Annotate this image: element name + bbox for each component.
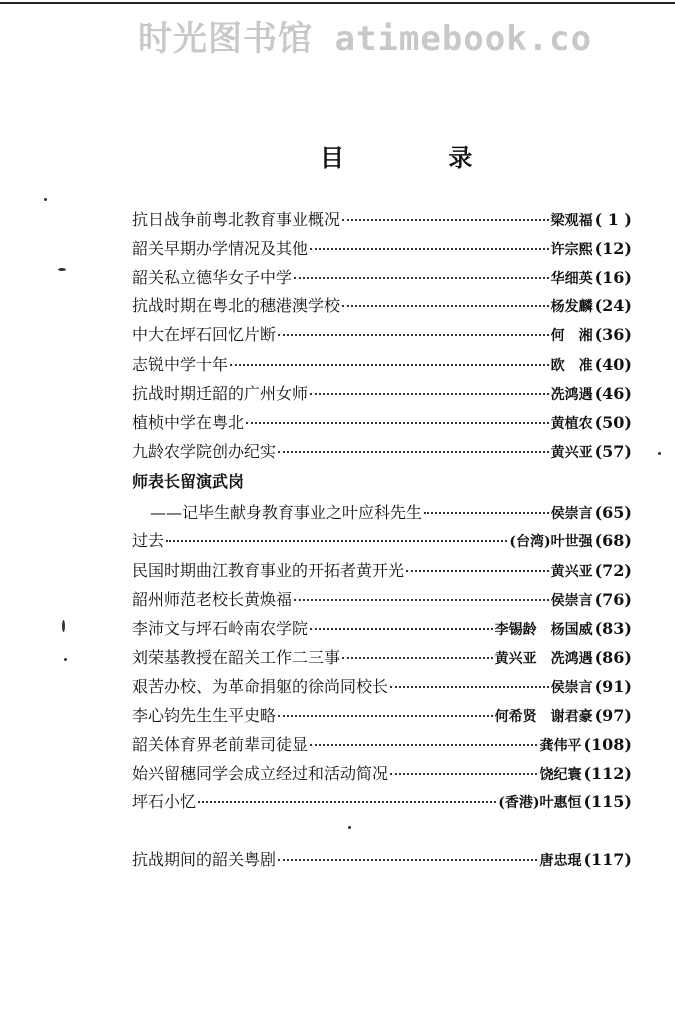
toc-entry bbox=[132, 673, 632, 701]
toc-entry-title: 抗战期间的韶关粤剧 bbox=[132, 850, 277, 869]
toc-entry-page: (83) bbox=[594, 619, 632, 638]
dot-leader bbox=[230, 364, 549, 366]
dot-leader bbox=[342, 219, 549, 221]
toc-entry bbox=[132, 586, 632, 614]
toc-entry-page: (12) bbox=[594, 239, 632, 258]
toc-entry-author: 黄兴亚 bbox=[550, 445, 593, 461]
dot-leader bbox=[278, 334, 549, 336]
toc-entry bbox=[132, 235, 632, 263]
dot-leader bbox=[342, 657, 493, 659]
toc-entry bbox=[132, 264, 632, 292]
dot-leader bbox=[278, 859, 537, 861]
toc-entry-author: (香港)叶惠恒 bbox=[498, 795, 582, 811]
toc-entry-page: (86) bbox=[594, 648, 632, 667]
toc-entry-title: 韶关体育界老前辈司徒显 bbox=[132, 735, 309, 754]
toc-entry-title: 抗日战争前粤北教育事业概况 bbox=[132, 210, 341, 229]
toc-entry-author: 李锡龄 杨国威 bbox=[494, 622, 593, 638]
toc-entry-page: (24) bbox=[594, 296, 632, 315]
toc-entry-author: 杨发麟 bbox=[550, 299, 593, 315]
dot-leader bbox=[278, 451, 549, 453]
toc-entry-page: (112) bbox=[583, 764, 632, 783]
toc-entry-title: ——记毕生献身教育事业之叶应科先生 bbox=[150, 503, 423, 522]
toc-entry-page: (97) bbox=[594, 706, 632, 725]
toc-entry-title: 坪石小忆 bbox=[132, 792, 197, 811]
toc-entry-author: 许宗熙 bbox=[550, 242, 593, 258]
toc-entry-title: 中大在坪石回忆片断 bbox=[132, 325, 277, 344]
toc-entry-author: 黄植农 bbox=[550, 416, 593, 432]
toc-entry-title: 始兴留穗同学会成立经过和活动简况 bbox=[132, 764, 389, 783]
toc-entry-page: (117) bbox=[583, 850, 632, 869]
toc-entry-page: (68) bbox=[594, 531, 632, 550]
toc-entry-author: 黄兴亚 bbox=[550, 564, 593, 580]
scan-speck bbox=[58, 268, 66, 271]
toc-entry bbox=[132, 468, 632, 496]
dot-leader bbox=[310, 628, 493, 630]
toc-entry-page: (76) bbox=[594, 590, 632, 609]
toc-entry bbox=[132, 321, 632, 349]
toc-entry-author: 何 湘 bbox=[550, 328, 593, 344]
toc-entry bbox=[132, 206, 632, 234]
toc-entry bbox=[132, 380, 632, 408]
toc-entry-title: 过去 bbox=[132, 531, 165, 550]
toc-entry-author: 欧 准 bbox=[550, 358, 593, 374]
toc-entry bbox=[132, 731, 632, 759]
dot-leader bbox=[198, 801, 496, 803]
dot-leader bbox=[294, 599, 549, 601]
toc-entry bbox=[132, 527, 632, 555]
toc-entry bbox=[132, 351, 632, 379]
toc-entry-page: (46) bbox=[594, 384, 632, 403]
dot-leader bbox=[390, 686, 549, 688]
dot-leader bbox=[424, 512, 549, 514]
toc-entry-title: 志锐中学十年 bbox=[132, 355, 229, 374]
toc-entry-title: 师表长留演武岗 bbox=[132, 472, 245, 491]
toc-entry bbox=[132, 615, 632, 643]
toc-entry-title: 韶关早期办学情况及其他 bbox=[132, 239, 309, 258]
toc-entry-title: 韶州师范老校长黄焕福 bbox=[132, 590, 293, 609]
dot-leader bbox=[278, 715, 493, 717]
dot-leader bbox=[310, 744, 537, 746]
toc-entry bbox=[132, 702, 632, 730]
toc-entry-page: (36) bbox=[594, 325, 632, 344]
toc-entry-title: 李心钧先生生平史略 bbox=[132, 706, 277, 725]
toc-entry-author: 龚伟平 bbox=[539, 738, 582, 754]
scan-speck bbox=[658, 452, 661, 455]
toc-entry bbox=[150, 499, 632, 527]
toc-entry-author: 黄兴亚 冼鸿遇 bbox=[494, 651, 593, 667]
scan-speck bbox=[348, 826, 351, 829]
toc-entry-author: (台湾)叶世强 bbox=[509, 534, 593, 550]
toc-entry-page: (40) bbox=[594, 355, 632, 374]
toc-entry-title: 艰苦办校、为革命捐躯的徐尚同校长 bbox=[132, 677, 389, 696]
toc-entry-author: 侯崇言 bbox=[550, 506, 593, 522]
toc-entry-author: 梁观福 bbox=[550, 213, 593, 229]
toc-entry-author: 侯崇言 bbox=[550, 593, 593, 609]
toc-entry-title: 民国时期曲江教育事业的开拓者黄开光 bbox=[132, 561, 405, 580]
toc-entry-author: 饶纪寰 bbox=[539, 767, 582, 783]
toc-entry-title: 抗战时期在粤北的穗港澳学校 bbox=[132, 296, 341, 315]
toc-title: 目 录 bbox=[320, 143, 521, 172]
toc-entry-author: 华细英 bbox=[550, 271, 593, 287]
toc-entry-title: 李沛文与坪石岭南农学院 bbox=[132, 619, 309, 638]
dot-leader bbox=[310, 393, 549, 395]
dot-leader bbox=[342, 305, 549, 307]
dot-leader bbox=[166, 540, 507, 542]
toc-entry-title: 植桢中学在粤北 bbox=[132, 413, 245, 432]
dot-leader bbox=[310, 248, 549, 250]
toc-entry bbox=[132, 438, 632, 466]
toc-entry bbox=[132, 846, 632, 874]
toc-entry bbox=[132, 644, 632, 672]
toc-entry-page: (65) bbox=[594, 503, 632, 522]
toc-entry bbox=[132, 409, 632, 437]
toc-entry-author: 唐忠琨 bbox=[539, 853, 582, 869]
toc-entry-title: 刘荣基教授在韶关工作二三事 bbox=[132, 648, 341, 667]
toc-entry-author: 何希贤 谢君豪 bbox=[494, 709, 593, 725]
dot-leader bbox=[406, 570, 549, 572]
toc-entry-title: 抗战时期迁韶的广州女师 bbox=[132, 384, 309, 403]
toc-entry-page: (57) bbox=[594, 442, 632, 461]
scan-speck bbox=[62, 620, 65, 632]
toc-entry-author: 冼鸿遇 bbox=[550, 387, 593, 403]
dot-leader bbox=[390, 773, 537, 775]
toc-entry bbox=[132, 292, 632, 320]
toc-entry-page: (50) bbox=[594, 413, 632, 432]
watermark-text: 时光图书馆 atimebook.co bbox=[138, 19, 593, 59]
toc-entry-title: 韶关私立德华女子中学 bbox=[132, 268, 293, 287]
toc-entry-page: (91) bbox=[594, 677, 632, 696]
dot-leader bbox=[246, 422, 549, 424]
toc-entry bbox=[132, 760, 632, 788]
dot-leader bbox=[294, 277, 549, 279]
toc-entry-page: (16) bbox=[594, 268, 632, 287]
toc-entry-page: ( 1 ) bbox=[594, 210, 632, 229]
toc-entry bbox=[132, 788, 632, 816]
toc-entry-page: (108) bbox=[583, 735, 632, 754]
scan-speck bbox=[44, 198, 47, 201]
toc-entry-title: 九龄农学院创办纪实 bbox=[132, 442, 277, 461]
toc-entry-page: (72) bbox=[594, 561, 632, 580]
toc-entry-page: (115) bbox=[583, 792, 632, 811]
toc-entry bbox=[132, 557, 632, 585]
scan-speck bbox=[64, 658, 67, 661]
toc-entry-author: 侯崇言 bbox=[550, 680, 593, 696]
